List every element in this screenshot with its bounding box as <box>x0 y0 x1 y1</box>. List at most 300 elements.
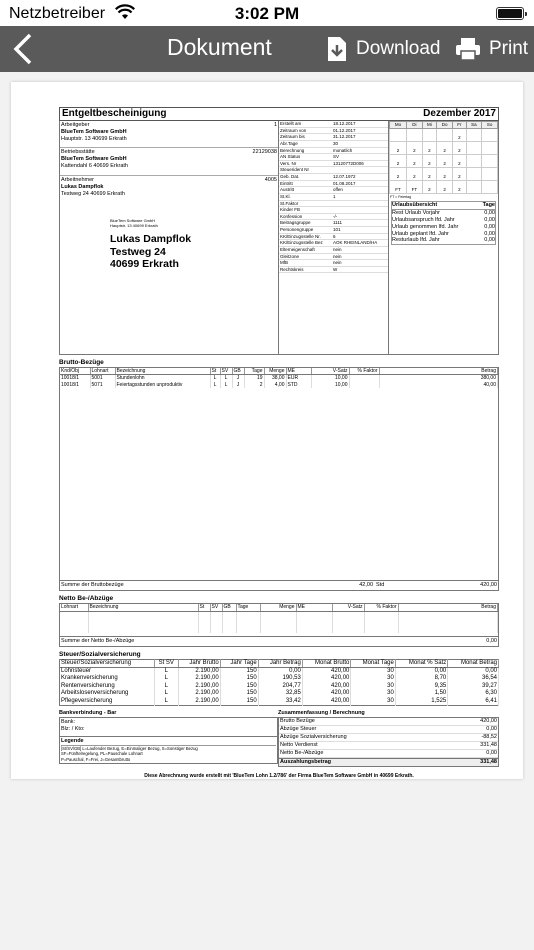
info-row <box>279 174 388 181</box>
tax-cell: 420,00 <box>302 690 351 698</box>
legend-lines <box>61 745 276 762</box>
brutto-cell: 380,00 <box>379 375 498 382</box>
brutto-cell: 10018/1 <box>60 382 90 388</box>
brutto-cell <box>349 382 379 388</box>
info-row <box>279 240 388 247</box>
tax-cell: L <box>154 690 178 698</box>
page-title: Dokument <box>167 34 272 60</box>
info-label: Abr.Tage <box>280 140 298 146</box>
netto-head-row <box>60 604 498 611</box>
calendar-row <box>390 167 498 180</box>
tax-cell: 0,00 <box>395 667 447 675</box>
employer-name: BlueTem Software GmbH <box>61 128 127 135</box>
calendar-note: FT = Feiertag <box>390 194 412 199</box>
tax-cell: L <box>154 698 178 706</box>
employee-info-table <box>279 121 388 273</box>
tax-cell: 1,50 <box>395 690 447 698</box>
back-chevron-icon[interactable] <box>8 31 38 67</box>
netto-col-header: Lohnart <box>60 604 88 611</box>
sender-address-line: Hauptstr. 13 40699 Erkrath <box>110 223 158 228</box>
tax-col-header: Monat Tage <box>351 660 395 668</box>
doc-period: Dezember 2017 <box>423 107 496 119</box>
legend-box <box>59 737 278 764</box>
vacation-value: 0,00 <box>484 230 495 237</box>
info-row <box>279 127 388 134</box>
info-value: nein <box>333 260 342 266</box>
payout-value: 331,48 <box>480 758 497 765</box>
netto-col-header: St <box>198 604 210 611</box>
netto-cell <box>236 611 260 633</box>
legend-line: P=Pauschal, F=Frei, J=Gesamtbrutto <box>61 756 131 762</box>
tax-cell: 0,00 <box>448 667 499 675</box>
tax-col-header: Monat % Satz <box>395 660 447 668</box>
site-label: Betriebsstätte <box>61 149 95 155</box>
vacation-row <box>392 224 495 231</box>
summary-row <box>279 726 498 734</box>
info-value: 101 <box>333 227 341 232</box>
netto-cell <box>332 611 364 633</box>
info-label: Zeitraum von <box>280 127 307 133</box>
info-row <box>279 167 388 174</box>
info-row <box>279 140 388 147</box>
calendar-row <box>390 154 498 167</box>
brutto-cell: EUR <box>286 375 311 382</box>
brutto-cell: L <box>210 382 220 388</box>
info-value: monatlich <box>333 147 353 153</box>
info-value: 30 <box>333 140 339 146</box>
info-value: W <box>333 266 338 272</box>
calendar-column <box>389 121 498 354</box>
brutto-sum-row <box>60 580 498 590</box>
brutto-cell <box>349 375 379 382</box>
calendar-table <box>389 121 498 194</box>
site-no: 22129038 <box>252 149 277 155</box>
info-row <box>279 147 388 154</box>
calendar-day-label: Di <box>407 122 423 129</box>
vacation-value: 0,00 <box>484 216 495 223</box>
download-button[interactable] <box>326 34 441 64</box>
tax-cell: 6,41 <box>448 698 499 706</box>
info-row <box>279 227 388 234</box>
summary-value: 331,48 <box>480 741 497 748</box>
employee-no: 4005 <box>264 177 277 183</box>
calendar-cell <box>482 154 498 167</box>
calendar-cell <box>482 128 498 141</box>
status-bar <box>0 0 534 26</box>
calendar-cell <box>466 167 482 180</box>
brutto-sum-value: 420,00 <box>480 582 497 589</box>
tax-cell: 2.190,00 <box>178 675 220 683</box>
tax-cell: 32,85 <box>258 690 302 698</box>
brutto-cell: L <box>220 382 232 388</box>
info-label: Rechtskreis <box>280 266 304 272</box>
tax-cell: 0,00 <box>258 667 302 675</box>
info-row <box>279 193 388 200</box>
document-page[interactable] <box>11 82 523 779</box>
tax-cell: Pflegeversicherung <box>60 698 155 706</box>
vacation-title: Urlaubsübersicht <box>392 202 438 208</box>
vacation-label: Rest Urlaub Vorjahr <box>392 209 440 216</box>
summary-value: 420,00 <box>480 718 497 725</box>
brutto-cell: 10018/1 <box>60 375 90 382</box>
brutto-cell: J <box>232 375 244 382</box>
calendar-cell: 2 <box>407 167 423 180</box>
calendar-cell: 2 <box>390 167 407 180</box>
calendar-cell <box>482 180 498 193</box>
calendar-day-label: Mo <box>390 122 407 129</box>
calendar-cell <box>466 141 482 154</box>
employee-name: Lukas Dampflok <box>61 183 104 190</box>
calendar-cell <box>482 167 498 180</box>
calendar-cell: 2 <box>453 141 466 154</box>
info-label: KK/Einzugsstelle Bez <box>280 240 323 246</box>
vacation-row <box>392 231 495 238</box>
brutto-cell: 5071 <box>90 382 115 388</box>
info-row <box>279 187 388 194</box>
info-label: Austritt <box>280 187 295 193</box>
calendar-cell: FT <box>407 180 423 193</box>
calendar-head-row <box>390 122 498 129</box>
calendar-cell <box>466 180 482 193</box>
address-window <box>110 218 191 271</box>
calendar-day-label: Sa <box>466 122 482 129</box>
employer-address: Hauptstr. 13 40699 Erkrath <box>61 135 127 142</box>
brutto-cell: 10,00 <box>311 382 349 388</box>
employee-label: Arbeitnehmer <box>61 177 95 183</box>
tax-col-header: Jahr Brutto <box>178 660 220 668</box>
netto-cell <box>88 611 198 633</box>
bank-column <box>59 710 278 766</box>
tax-col-header: Steuer/Sozialversicherung <box>60 660 155 668</box>
legend-title: Legende <box>61 738 84 745</box>
tax-col-header: St SV <box>154 660 178 668</box>
tax-cell: 150 <box>220 698 258 706</box>
summary-row <box>279 718 498 726</box>
netto-sum-value: 0,00 <box>486 638 497 645</box>
brutto-head-row <box>60 368 498 375</box>
employer-label: Arbeitgeber <box>61 122 90 128</box>
brutto-sum-menge: 42,00 <box>359 582 373 589</box>
tax-col-header: Monat Brutto <box>302 660 351 668</box>
brutto-col-header: Tage <box>244 368 264 375</box>
vacation-row <box>392 237 495 244</box>
tax-row <box>60 675 499 683</box>
info-row <box>279 266 388 273</box>
calendar-cell <box>407 128 423 141</box>
netto-col-header: V-Satz <box>332 604 364 611</box>
tax-cell: 420,00 <box>302 698 351 706</box>
info-label: Zeitraum bis <box>280 134 305 140</box>
tax-col-header: Jahr Tage <box>220 660 258 668</box>
calendar-cell: 2 <box>407 141 423 154</box>
netto-sum-row <box>60 636 498 646</box>
tax-cell: 420,00 <box>302 683 351 691</box>
tax-cell: 150 <box>220 690 258 698</box>
calendar-cell: 2 <box>422 180 436 193</box>
info-value: 31.12.2017 <box>333 134 356 140</box>
footnote: Diese Abrechnung wurde erstellt mit 'BlueTem Lohn 1.2/786' der Firma BlueTem Software GmbH in 40699 Erkrath. <box>144 772 414 779</box>
brutto-cell: 40,00 <box>379 382 498 388</box>
calendar-cell <box>390 128 407 141</box>
tax-cell: Krankenversicherung <box>60 675 155 683</box>
summary-column <box>278 710 499 766</box>
summary-label: Netto Be-/Abzüge <box>280 749 324 756</box>
brutto-cell: Feiertagsstunden unproduktiv <box>115 382 210 388</box>
calendar-cell: 2 <box>437 141 453 154</box>
calendar-cell: 2 <box>453 167 466 180</box>
doc-title: Entgeltbescheinigung <box>62 107 167 119</box>
calendar-cell: 2 <box>453 128 466 141</box>
netto-box <box>59 603 499 647</box>
tax-cell: 9,35 <box>395 683 447 691</box>
employer-no: 1 <box>273 122 277 128</box>
summary-title: Zusammenfassung / Berechnung <box>278 710 365 717</box>
tax-cell: Lohnsteuer <box>60 667 155 675</box>
netto-title: Netto Be-/Abzüge <box>59 595 114 603</box>
info-row <box>279 134 388 141</box>
tax-cell: 2.190,00 <box>178 683 220 691</box>
tax-cell: 8,70 <box>395 675 447 683</box>
info-row <box>279 246 388 253</box>
summary-value: 0,00 <box>486 749 497 756</box>
bottom-section <box>59 710 499 766</box>
netto-cell <box>222 611 236 633</box>
brutto-box <box>59 367 499 591</box>
tax-cell: 33,42 <box>258 698 302 706</box>
summary-row <box>279 742 498 750</box>
tax-cell: 190,53 <box>258 675 302 683</box>
calendar-cell <box>482 141 498 154</box>
employee-block <box>60 176 278 204</box>
brutto-col-header: ME <box>286 368 311 375</box>
site-address: Kattendahl 6 40699 Erkrath <box>61 162 128 169</box>
info-label: Kinder FB <box>280 207 301 213</box>
calendar-day-label: Fr <box>453 122 466 129</box>
vacation-value: 0,00 <box>484 209 495 216</box>
info-label: Konfession <box>280 213 303 219</box>
info-value: 12.07.1972 <box>333 174 356 179</box>
vacation-row <box>392 210 495 217</box>
calendar-day-label: Mi <box>422 122 436 129</box>
vacation-value: 0,00 <box>484 237 495 244</box>
tax-cell: 30 <box>351 683 395 691</box>
top-section <box>59 121 499 355</box>
summary-value: -88,52 <box>481 734 497 741</box>
brutto-col-header: SV <box>220 368 232 375</box>
summary-row <box>279 750 498 758</box>
info-label: Steuerident Nr <box>280 167 310 173</box>
tax-cell: 420,00 <box>302 675 351 683</box>
info-value: -/- <box>333 213 338 219</box>
calendar-day-label: Do <box>437 122 453 129</box>
info-label: KK/Einzugsstelle Nr. <box>280 233 321 239</box>
info-label: Geb. Dat. <box>280 174 300 179</box>
site-name: BlueTem Software GmbH <box>61 155 127 162</box>
tax-title: Steuer/Sozialversicherung <box>59 651 141 659</box>
info-value: 1 <box>333 193 336 199</box>
calendar-row <box>390 180 498 193</box>
tax-table <box>59 659 499 706</box>
info-label: Gleitzone <box>280 253 300 259</box>
summary-value: 0,00 <box>486 726 497 733</box>
calendar-row <box>390 141 498 154</box>
recipient-name: Lukas Dampflok <box>110 233 192 245</box>
brutto-row <box>60 375 498 382</box>
tax-cell: 2.190,00 <box>178 690 220 698</box>
summary-list <box>279 718 498 757</box>
tax-cell: 6,30 <box>448 690 499 698</box>
calendar-cell <box>466 128 482 141</box>
brutto-cell: 5001 <box>90 375 115 382</box>
brutto-cell: STD <box>286 382 311 388</box>
tax-cell: Rentenversicherung <box>60 683 155 691</box>
calendar-cell: 2 <box>407 154 423 167</box>
netto-row <box>60 611 498 633</box>
payslip <box>59 107 499 779</box>
tax-cell: 1,525 <box>395 698 447 706</box>
brutto-cell: 2 <box>244 382 264 388</box>
netto-cell <box>60 611 88 633</box>
calendar-cell <box>466 154 482 167</box>
netto-col-header: Bezeichnung <box>88 604 198 611</box>
info-value: nein <box>333 246 342 252</box>
tax-cell: 30 <box>351 690 395 698</box>
payout-label: Auszahlungsbetrag <box>280 758 332 765</box>
clock: 3:02 PM <box>234 4 300 23</box>
tax-row <box>60 667 499 675</box>
recipient-street: Testweg 24 <box>110 245 166 258</box>
download-label: Download <box>356 38 441 59</box>
vacation-unit: Tage <box>482 202 495 208</box>
summary-label: Abzüge Sozialversicherung <box>280 734 347 741</box>
info-label: Eintritt <box>280 180 293 186</box>
summary-box <box>278 717 499 766</box>
netto-cell <box>198 611 210 633</box>
info-value <box>332 167 388 174</box>
netto-col-header: ME <box>296 604 332 611</box>
info-label: Beitragsgruppe <box>280 220 311 226</box>
netto-cell <box>364 611 398 633</box>
info-label: Elterneigenschaft <box>280 246 315 252</box>
brutto-cell: Stundenlohn <box>115 375 210 382</box>
tax-cell: 150 <box>220 683 258 691</box>
tax-cell: Arbeitslosenversicherung <box>60 690 155 698</box>
vacation-label: Urlaub genommen lfd. Jahr <box>392 223 459 230</box>
tax-row <box>60 683 499 691</box>
battery-icon <box>496 7 524 20</box>
calendar-cell: 2 <box>437 154 453 167</box>
calendar-cell: 2 <box>422 154 436 167</box>
netto-col-header: % Faktor <box>364 604 398 611</box>
calendar-cell: 2 <box>422 167 436 180</box>
info-label: AN Status <box>280 154 301 160</box>
tax-cell: L <box>154 667 178 675</box>
vacation-row <box>392 217 495 224</box>
brutto-col-header: Betrag <box>379 368 498 375</box>
info-value: 6 <box>333 233 336 239</box>
info-row <box>279 233 388 240</box>
tax-cell: 39,27 <box>448 683 499 691</box>
netto-col-header: Betrag <box>398 604 498 611</box>
print-label: Print <box>489 38 529 59</box>
brutto-col-header: % Faktor <box>349 368 379 375</box>
vacation-list <box>392 210 495 244</box>
summary-label: Netto Verdienst <box>280 741 318 748</box>
recipient-city: 40699 Erkrath <box>110 258 179 271</box>
summary-label: Brutto Bezüge <box>280 718 315 725</box>
site-block <box>60 148 278 176</box>
brutto-title: Brutto-Bezüge <box>59 359 104 366</box>
brutto-table <box>60 368 498 388</box>
calendar-cell <box>422 128 436 141</box>
brutto-sum-me: Std <box>376 582 385 589</box>
netto-sum-label: Summe der Netto Be-/Abzüge <box>61 638 135 645</box>
vacation-label: Urlaubsanspruch lfd. Jahr <box>392 216 455 223</box>
brutto-col-header: Bezeichnung <box>115 368 210 375</box>
brutto-cell: J <box>232 382 244 388</box>
netto-col-header: Menge <box>260 604 296 611</box>
calendar-cell: 2 <box>453 154 466 167</box>
blz-label: Blz: / Kto: <box>61 726 85 733</box>
info-value <box>332 207 388 214</box>
brutto-cell: 38,00 <box>264 375 286 382</box>
carrier-name: Netzbetreiber <box>9 5 106 22</box>
calendar-cell: FT <box>390 180 407 193</box>
tax-row <box>60 690 499 698</box>
info-label: St.Kl. <box>280 193 291 199</box>
payslip-header <box>59 107 499 121</box>
netto-cell <box>296 611 332 633</box>
brutto-row <box>60 382 498 388</box>
download-icon <box>326 36 348 62</box>
calendar-day-label: So <box>482 122 498 129</box>
info-row <box>279 220 388 227</box>
summary-label: Abzüge Steuer <box>280 726 317 733</box>
brutto-col-header: Menge <box>264 368 286 375</box>
tax-cell: 30 <box>351 667 395 675</box>
info-label: St.Faktor <box>280 200 299 206</box>
brutto-sum-label: Summe der Bruttobezüge <box>61 582 124 589</box>
info-value <box>332 200 388 207</box>
brutto-cell: L <box>210 375 220 382</box>
summary-row <box>279 734 498 742</box>
payout-row <box>279 758 498 766</box>
info-row <box>279 180 388 187</box>
tax-cell: 2.190,00 <box>178 667 220 675</box>
print-button[interactable] <box>455 34 528 64</box>
info-value: 1111 <box>333 220 343 226</box>
calendar-cell: 2 <box>422 141 436 154</box>
netto-table <box>60 604 498 633</box>
tax-cell: 420,00 <box>302 667 351 675</box>
info-value: nein <box>333 253 342 259</box>
calendar-cell <box>437 128 453 141</box>
nav-bar <box>0 26 534 72</box>
info-row <box>279 160 388 167</box>
info-row <box>279 213 388 220</box>
vacation-value: 0,00 <box>484 223 495 230</box>
vacation-label: Urlaub geplant lfd. Jahr <box>392 230 449 237</box>
brutto-col-header: GB <box>232 368 244 375</box>
legend-line: [St/SV/GB] L=Laufender Bezug, E=Einmaliger Bezug, S=Sonstiger Bezug <box>61 746 198 752</box>
info-value: 01.12.2017 <box>333 127 356 133</box>
info-label: Personengruppe <box>280 227 314 232</box>
employer-block <box>60 121 278 148</box>
brutto-col-header: Lohnart <box>90 368 115 375</box>
brutto-col-header: St <box>210 368 220 375</box>
tax-cell: 30 <box>351 698 395 706</box>
info-label: MfB <box>280 260 289 266</box>
